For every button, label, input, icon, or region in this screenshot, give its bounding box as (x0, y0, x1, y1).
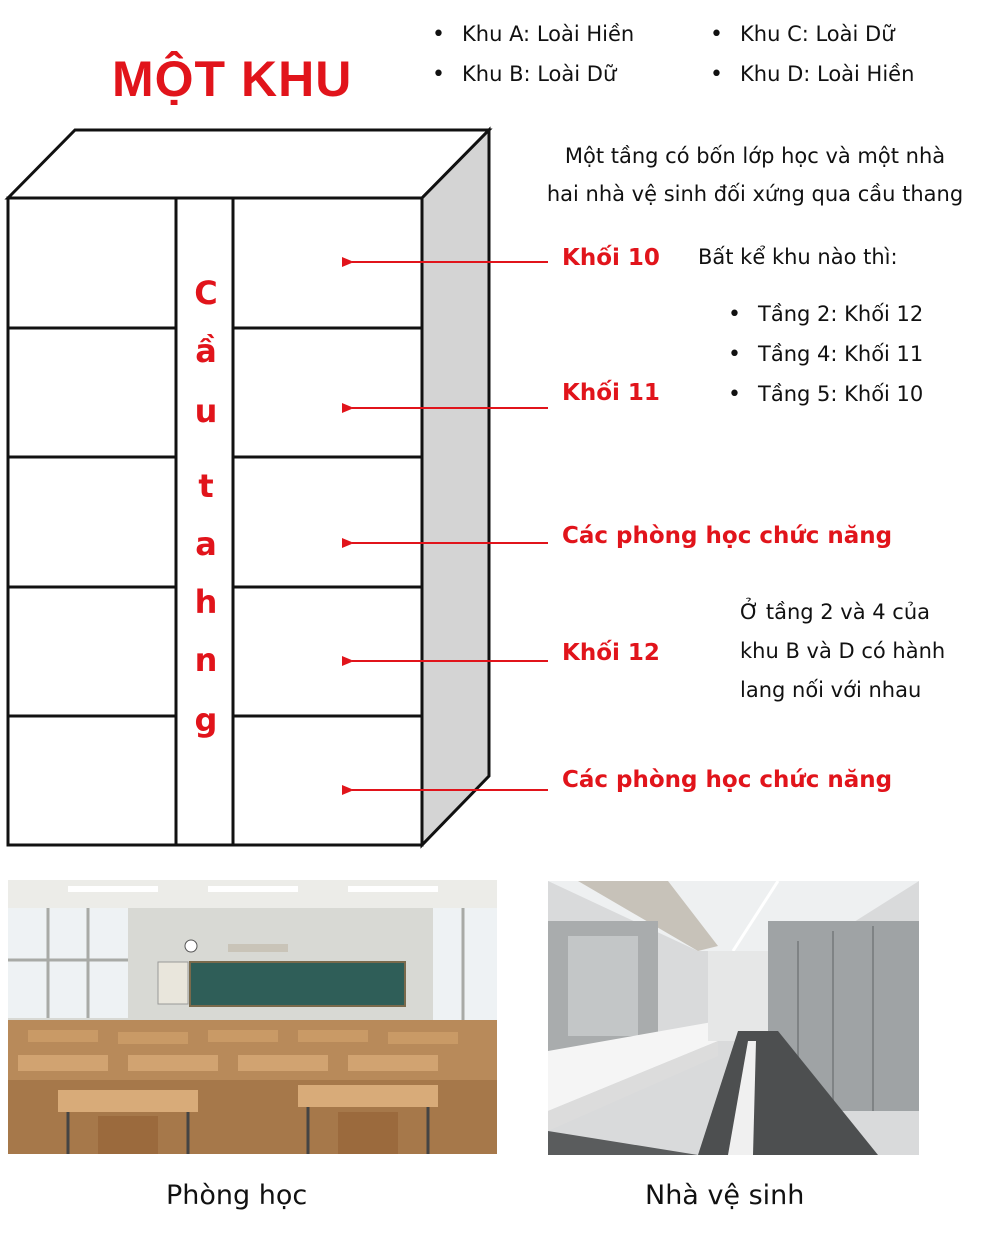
zone-d-bullet: • Khu D: Loài Hiền (710, 62, 914, 87)
stair-letter: n (194, 641, 218, 679)
stair-letter: t (198, 467, 214, 505)
zone-c-bullet: • Khu C: Loài Dữ (710, 22, 895, 47)
building-top-face (8, 130, 489, 198)
stair-letter: g (194, 701, 218, 739)
classroom-photo (8, 880, 497, 1154)
rule-heading: Bất kể khu nào thì: (698, 245, 898, 269)
corridor-note-line-2: khu B và D có hành (740, 639, 946, 663)
corridor-note-line-3: lang nối với nhau (740, 678, 922, 702)
caption-classroom: Phòng học (166, 1180, 308, 1211)
restroom-photo (548, 881, 919, 1155)
corridor-note (740, 593, 945, 710)
rule-item: • Tầng 5: Khối 10 (728, 382, 923, 407)
zone-a-bullet: • Khu A: Loài Hiền (432, 22, 634, 47)
description-line-2: hai nhà vệ sinh đối xứng qua cầu thang (546, 182, 964, 206)
caption-restroom: Nhà vệ sinh (645, 1180, 805, 1211)
rule-item: • Tầng 2: Khối 12 (728, 302, 923, 327)
rule-item: • Tầng 4: Khối 11 (728, 342, 923, 367)
zone-b-bullet: • Khu B: Loài Dữ (432, 62, 616, 87)
floor-label-khoi-10: Khối 10 (562, 245, 660, 271)
description-line-1: Một tầng có bốn lớp học và một nhà (564, 144, 946, 168)
floor-label-functional-rooms: Các phòng học chức năng (562, 523, 893, 549)
building-side-face (422, 130, 489, 845)
stair-letter: C (194, 274, 218, 312)
stair-letter: a (195, 525, 217, 563)
floor-label-khoi-11: Khối 11 (562, 380, 660, 406)
floor-label-functional-rooms: Các phòng học chức năng (562, 767, 893, 793)
page-title: MỘT KHU (112, 51, 353, 107)
stair-letter: h (194, 583, 218, 621)
stair-letter: u (194, 392, 218, 430)
floor-label-khoi-12: Khối 12 (562, 640, 660, 666)
stair-letter: ầ (195, 332, 217, 370)
corridor-note-line-1: Ở tầng 2 và 4 của (740, 600, 931, 624)
